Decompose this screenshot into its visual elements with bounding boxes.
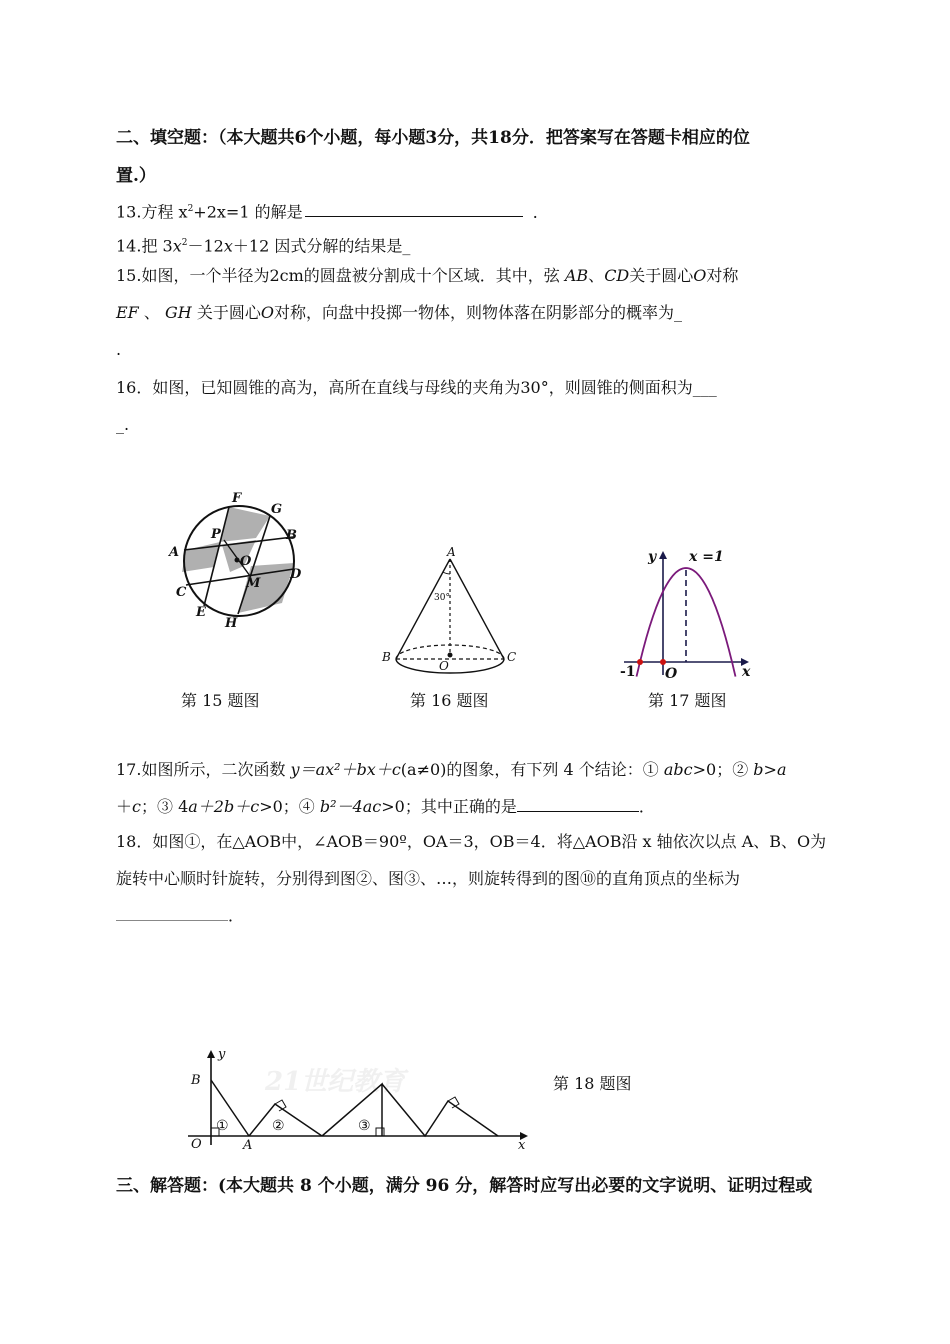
- q17-c1b: >0；②: [692, 760, 754, 779]
- fig18-label-o: O: [191, 1137, 202, 1152]
- fig18-y-arrow: [207, 1050, 215, 1058]
- fig15-label-d: D: [290, 567, 302, 582]
- fig17-caption: 第 17 题图: [648, 691, 727, 710]
- question-14: [116, 233, 846, 256]
- q17-line2-e: ．: [638, 797, 655, 816]
- q15-line1-a: 15.如图，一个半径为2cm的圆盘被分割成十个区域．其中，弦: [116, 266, 560, 285]
- q15-ab: AB: [564, 266, 589, 285]
- fig18-label-a: A: [243, 1138, 253, 1153]
- figure-16: [375, 540, 525, 675]
- fig15-label-h: H: [225, 616, 238, 631]
- fig17-label-axis: x =1: [689, 549, 724, 565]
- q14-prefix: 14.把 3: [116, 236, 173, 256]
- q17-c2: b>a: [753, 760, 787, 779]
- q17-cond: (a≠0): [400, 760, 447, 779]
- q14-sup: 2: [181, 238, 188, 248]
- q17-answer-blank[interactable]: [517, 797, 639, 812]
- q13-prefix: 13.方程 x: [116, 202, 188, 222]
- fig16-label-c: C: [507, 650, 517, 664]
- fig16-slant-right: [450, 559, 504, 659]
- fig17-origin-point: [660, 659, 666, 665]
- fig15-label-o: O: [240, 554, 252, 569]
- q15-o2: O: [260, 303, 274, 322]
- q15-line2-a: 关于圆心: [196, 303, 261, 322]
- q15-ef: EF: [116, 303, 139, 322]
- q14-tail: ＋12 因式分解的结果是_: [232, 236, 411, 256]
- question-16-line2: _.: [116, 415, 130, 434]
- fig18-label-circle2: ②: [272, 1118, 285, 1134]
- fig16-label-o: O: [439, 659, 449, 673]
- q13-suffix: ．: [532, 202, 549, 222]
- fig16-label-a: A: [447, 545, 456, 559]
- fig15-label-m: M: [246, 576, 261, 591]
- fig17-label-y: y: [648, 549, 657, 565]
- figure-17: [615, 540, 760, 685]
- question-17-line2: [116, 797, 846, 817]
- q15-sep: 、: [588, 266, 605, 285]
- fig17-label-x: x: [742, 664, 751, 680]
- fig18-right-angle-3: [376, 1128, 384, 1136]
- fig16-label-b: B: [382, 650, 391, 664]
- q17-line2-b: ；③ 4: [140, 797, 189, 816]
- q17-line1-a: 17.如图所示，二次函数: [116, 760, 291, 779]
- q18-line3-dot: ．: [228, 906, 245, 925]
- q15-line2-b: 对称，向盘中投掷一物体，则物体落在阴影部分的概率为_: [273, 303, 682, 322]
- q18-answer-blank[interactable]: [116, 906, 228, 921]
- q17-line1-b: 的图象，有下列 4 个结论：①: [446, 760, 664, 779]
- q15-cd: CD: [604, 266, 630, 285]
- fig16-slant-left: [396, 559, 450, 659]
- fig18-label-b: B: [191, 1073, 201, 1088]
- q13-answer-blank[interactable]: [305, 202, 523, 217]
- fig16-label-angle: 30°: [434, 593, 450, 603]
- question-15-line2: [116, 303, 846, 323]
- fig15-label-g: G: [271, 502, 283, 517]
- section3-heading: 三、解答题：(本大题共 8 个小题，满分 96 分，解答时应写出必要的文字说明、证明过程或: [116, 1176, 813, 1196]
- figure-18: [180, 1040, 540, 1155]
- fig18-label-circle3: ③: [358, 1118, 371, 1134]
- question-18-line1: 18．如图①，在△AOB中，∠AOB＝90º，OA＝3，OB＝4．将△AOB沿 x 轴依次以点 A、B、O为: [116, 832, 827, 851]
- q17-c3: a＋2b＋c: [188, 797, 260, 816]
- fig17-y-arrow: [659, 551, 667, 559]
- q13-sup: 2: [187, 204, 194, 214]
- question-18-line2: 旋转中心顺时针旋转，分别得到图②、图③、…，则旋转得到的图⑩的直角顶点的坐标为: [116, 869, 741, 888]
- section2-heading-line1: 二、填空题：（本大题共6个小题，每小题3分，共18分．把答案写在答题卡相应的位: [116, 128, 750, 148]
- fig17-label-minus1: -1: [620, 664, 636, 680]
- q14-mid: －12: [187, 236, 224, 256]
- fig18-watermark: 21世纪教育: [265, 1067, 406, 1097]
- fig16-center-point: [448, 653, 453, 658]
- fig15-center-point: [235, 558, 240, 563]
- fig16-caption: 第 16 题图: [410, 691, 489, 710]
- q17-c1: abc: [663, 760, 693, 779]
- q14-x2: x: [223, 236, 233, 256]
- fig15-label-c: C: [176, 585, 187, 600]
- fig15-label-a: A: [169, 545, 180, 560]
- section2-heading-line2: 置.）: [116, 166, 156, 186]
- q17-line2-a: ＋: [116, 797, 133, 816]
- fig16-angle-arc: [443, 572, 450, 574]
- fig18-caption: 第 18 题图: [553, 1074, 632, 1093]
- fig18-triangle-2: [249, 1104, 322, 1136]
- q17-line2-c: >0；④: [259, 797, 320, 816]
- question-17-line1: [116, 760, 846, 780]
- question-15-line1: [116, 266, 846, 286]
- fig18-label-y: y: [218, 1047, 226, 1062]
- fig15-label-e: E: [196, 605, 206, 620]
- q15-line1-b: 关于圆心: [629, 266, 694, 285]
- q17-line2-d: >0；其中正确的是: [381, 797, 517, 816]
- fig17-root-point: [637, 659, 643, 665]
- q15-sep2: 、: [143, 303, 160, 322]
- question-15-line3: .: [116, 340, 122, 359]
- q14-x1: x: [172, 236, 182, 256]
- fig15-label-p: P: [211, 527, 221, 542]
- q15-o: O: [693, 266, 707, 285]
- figure-15: [160, 486, 320, 636]
- fig18-label-circle1: ①: [216, 1118, 229, 1134]
- q13-mid: +2x=1 的解是: [193, 202, 303, 222]
- q17-func: y＝ax²＋bx＋c: [290, 760, 401, 779]
- q17-c2b: c: [132, 797, 141, 816]
- fig17-label-o: O: [665, 666, 678, 682]
- question-16-line1: 16．如图，已知圆锥的高为，高所在直线与母线的夹角为30°，则圆锥的侧面积为___: [116, 378, 717, 397]
- fig15-caption: 第 15 题图: [181, 691, 260, 710]
- question-13: [116, 199, 846, 222]
- fig16-base-front: [396, 659, 504, 673]
- fig18-label-x: x: [518, 1138, 526, 1153]
- q15-line1-c: 对称: [706, 266, 739, 285]
- question-18-line3: [116, 906, 846, 926]
- q17-c4: b²－4ac: [319, 797, 382, 816]
- q15-gh: GH: [164, 303, 192, 322]
- fig15-label-b: B: [286, 528, 297, 543]
- fig15-label-f: F: [232, 491, 242, 506]
